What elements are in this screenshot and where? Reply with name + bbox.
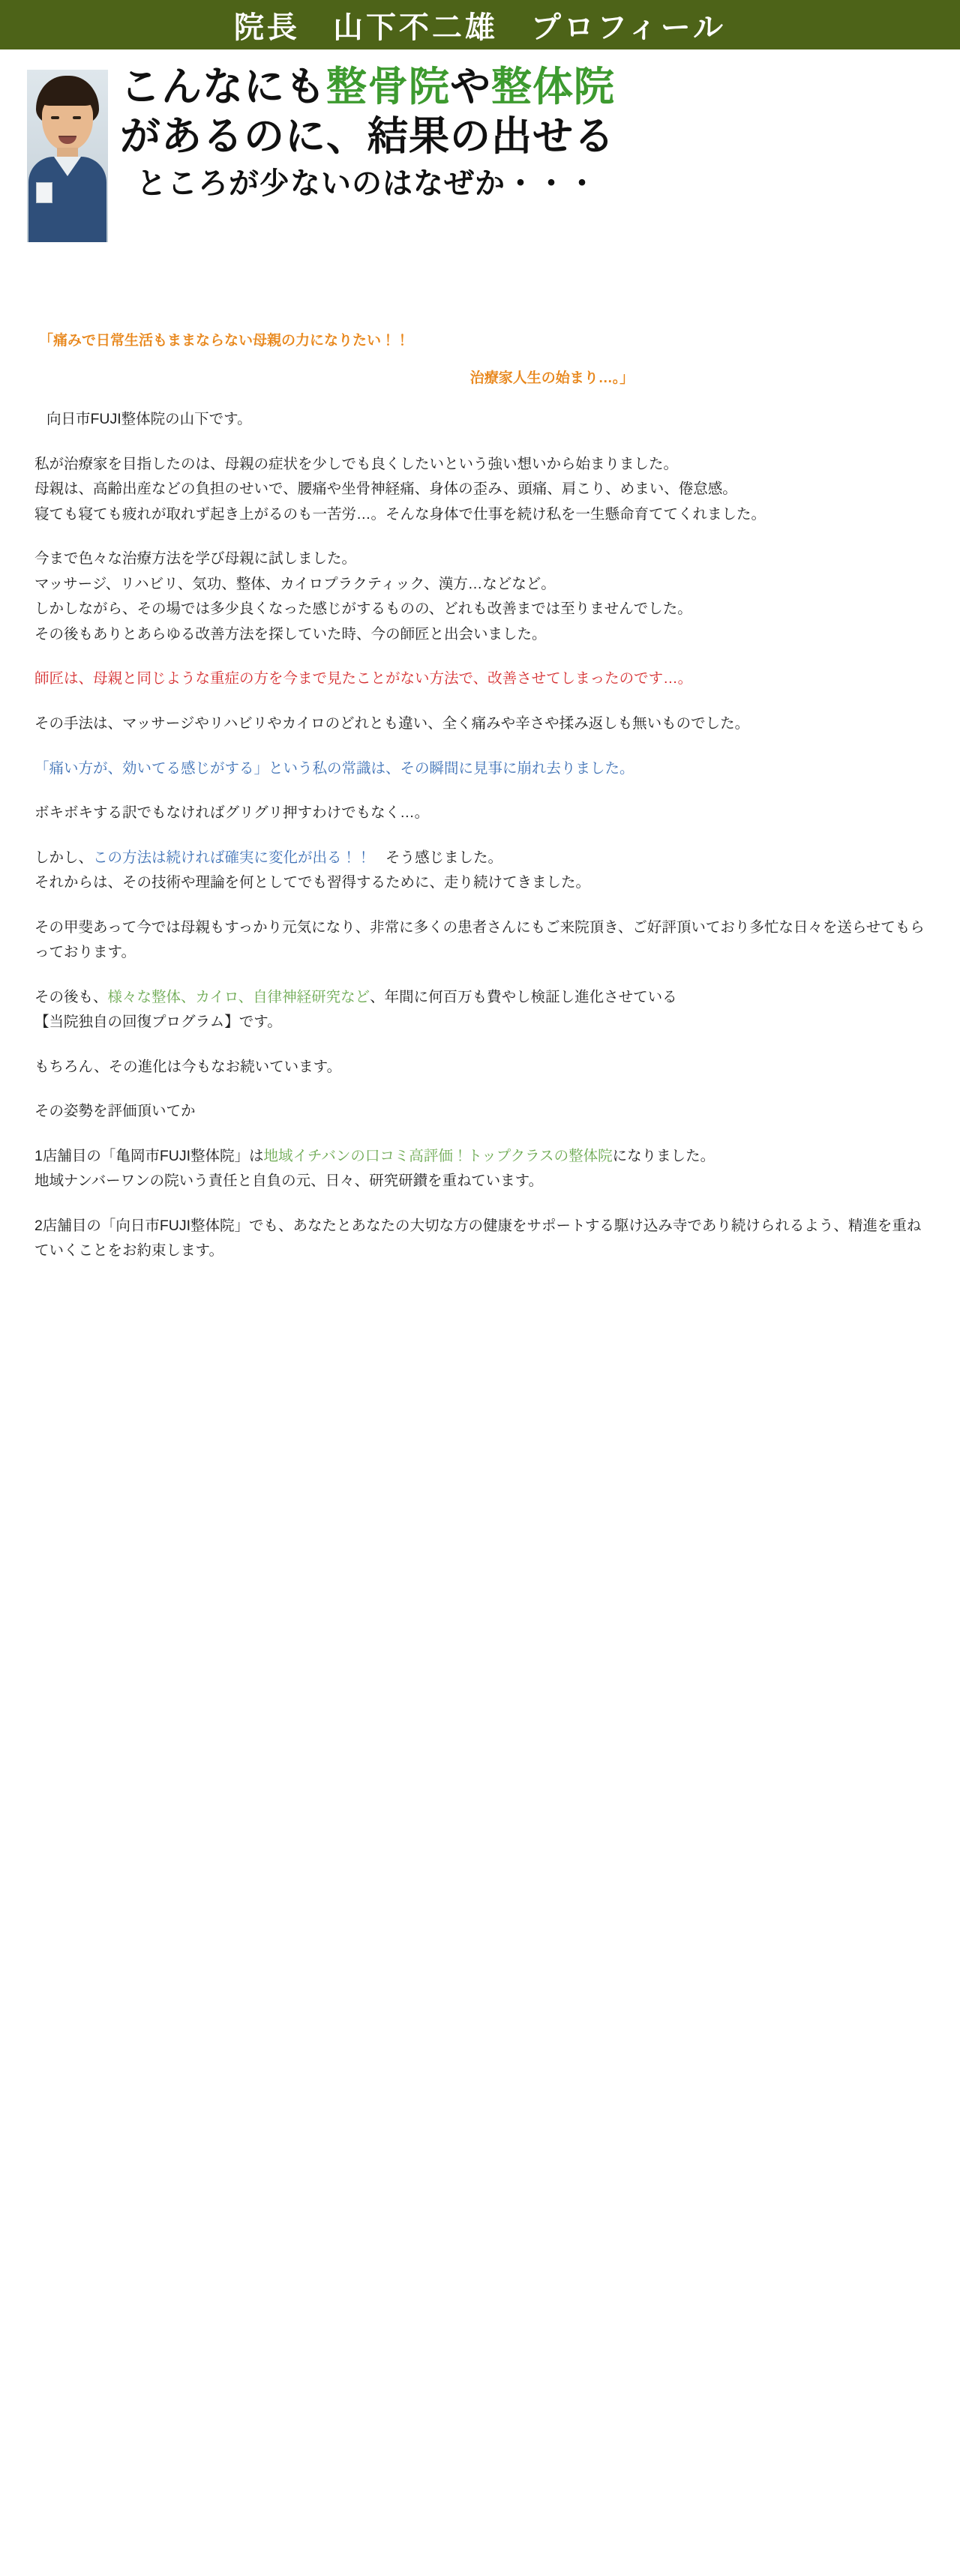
- hero-headline-line-3: ところが少ないのはなぜか・・・: [136, 165, 598, 201]
- paragraph-treatments-tried: [34, 547, 926, 647]
- intro-quote-line-2: 治療家人生の始まり…。」: [470, 370, 634, 387]
- paragraph-treatments-line-4: その後もありとあらゆる改善方法を探していた時、今の師匠と出会いました。: [34, 625, 547, 643]
- hero-headline-1d: 整体院: [491, 62, 615, 110]
- paragraph-motivation-line-1: 私が治療家を目指したのは、母親の症状を少しでも良くしたいという強い想いから始まりました。: [34, 455, 679, 472]
- portrait-fringe: [39, 83, 96, 106]
- hero-headline-1a: こんなにも: [120, 62, 326, 110]
- body-copy: [0, 400, 960, 1313]
- hero-section: [0, 52, 960, 314]
- page-title: 院長 山下不二雄 プロフィール: [234, 10, 726, 45]
- paragraph-first-clinic: [34, 1144, 926, 1194]
- paragraph-results: その甲斐あって今では母親もすっかり元気になり、非常に多くの患者さんにもご来院頂き、ご好評頂いており多忙な日々を送らせてもらっております。: [34, 918, 925, 961]
- paragraph-program-line-2: 【当院独自の回復プログラム】です。: [34, 1014, 282, 1031]
- paragraph-mentor-highlight: 師匠は、母親と同じような重症の方を今まで見たことがない方法で、改善させてしまったのです…。: [34, 670, 693, 687]
- paragraph-program-prefix: その後も、: [34, 988, 108, 1005]
- paragraph-treatments-line-3: しかしながら、その場では多少良くなった感じがするものの、どれも改善までは至りませんでした。: [34, 601, 692, 618]
- paragraph-motivation: [34, 452, 926, 528]
- paragraph-first-clinic-suffix: になりました。: [612, 1147, 716, 1164]
- hero-headline-line-1: [120, 62, 945, 112]
- hero-headline-1b: 整骨院: [326, 62, 450, 110]
- portrait-name-badge: [36, 182, 52, 203]
- paragraph-motivation-line-2: 母親は、高齢出産などの負担のせいで、腰痛や坐骨神経痛、身体の歪み、頭痛、肩こり、めまい、倦怠感。: [34, 481, 737, 498]
- paragraph-evolution: もちろん、その進化は今もなお続いています。: [34, 1058, 342, 1075]
- paragraph-treatments-line-2: マッサージ、リハビリ、気功、整体、カイロプラクティック、漢方…などなど。: [34, 575, 556, 592]
- paragraph-conviction-line-2: それからは、その技術や理論を何としてでも習得するために、走り続けてきました。: [34, 874, 591, 891]
- paragraph-no-cracking: ボキボキする訳でもなければグリグリ押すわけでもなく…。: [34, 804, 430, 822]
- intro-quote-line-1: 「痛みで日常生活もままならない母親の力になりたい！！: [39, 333, 410, 349]
- doctor-portrait-photo: [27, 70, 108, 242]
- intro-quote: [0, 328, 960, 392]
- portrait-eye-left: [51, 116, 59, 119]
- paragraph-first-clinic-line-2: 地域ナンバーワンの院いう責任と自負の元、日々、研究研鑚を重ねています。: [34, 1173, 544, 1190]
- paragraph-conviction-suffix: そう感じました。: [370, 849, 503, 866]
- paragraph-conviction-highlight: この方法は続ければ確実に変化が出る！！: [93, 849, 371, 866]
- paragraph-attitude: その姿勢を評価頂いてか: [34, 1103, 196, 1120]
- hero-headline-group: [120, 62, 960, 203]
- paragraph-first-clinic-prefix: 1店舗目の「亀岡市FUJI整体院」は: [34, 1147, 264, 1164]
- paragraph-treatments-line-1: 今まで色々な治療方法を学び母親に試しました。: [34, 550, 357, 568]
- paragraph-conviction: [34, 846, 926, 896]
- paragraph-program: [34, 985, 926, 1035]
- paragraph-greeting: 向日市FUJI整体院の山下です。: [46, 411, 252, 428]
- paragraph-common-sense-quote: 「痛い方が、効いてる感じがする」という私の常識は、その瞬間に見事に崩れ去りました。: [34, 759, 634, 777]
- paragraph-method-description: その手法は、マッサージやリハビリやカイロのどれとも違い、全く痛みや辛さや揉み返しも無いものでした。: [34, 714, 750, 732]
- paragraph-program-highlight: 様々な整体、カイロ、自律神経研究など: [107, 988, 370, 1005]
- paragraph-program-suffix: 、年間に何百万も費やし検証し進化させている: [370, 988, 677, 1005]
- portrait-canvas: [27, 70, 108, 242]
- paragraph-second-clinic: 2店舗目の「向日市FUJI整体院」でも、あなたとあなたの大切な方の健康をサポートする駆け込み寺であり続けられるよう、精進を重ねていくことをお約束します。: [34, 1217, 922, 1260]
- hero-headline-1c: や: [450, 62, 491, 110]
- portrait-eye-right: [73, 116, 81, 119]
- hero-headline-line-2: があるのに、結果の出せる: [120, 111, 615, 160]
- paragraph-first-clinic-highlight: 地域イチバンの口コミ高評価！トップクラスの整体院: [263, 1147, 613, 1164]
- page-header-band: [0, 0, 960, 52]
- paragraph-conviction-prefix: しかし、: [34, 849, 94, 866]
- paragraph-motivation-line-3: 寝ても寝ても疲れが取れず起き上がるのも一苦労…。そんな身体で仕事を続け私を一生懸命育ててくれました。: [34, 505, 766, 523]
